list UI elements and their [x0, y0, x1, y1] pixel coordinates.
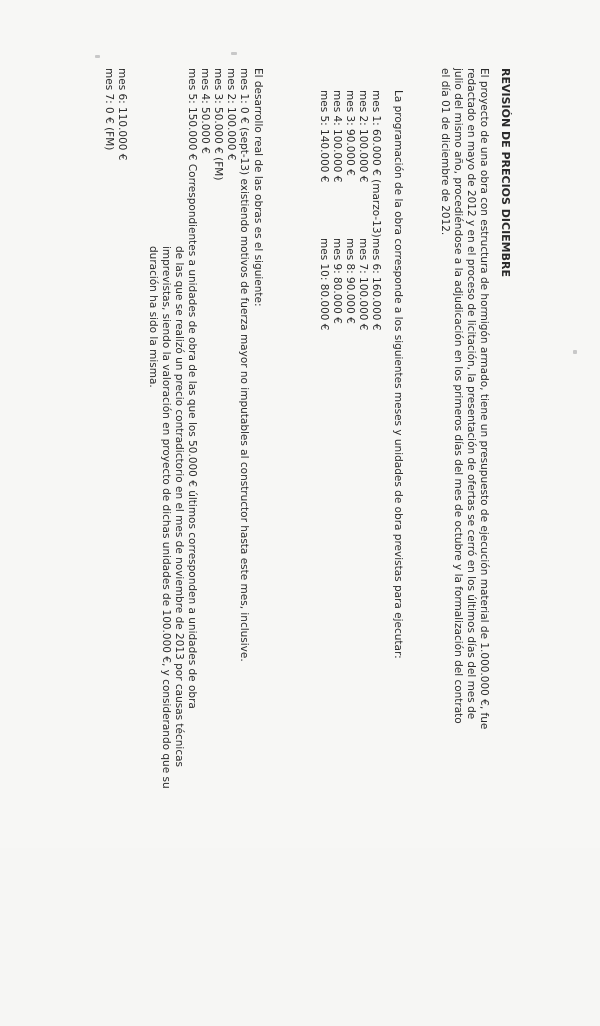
programacion-row: mes 9: 80.000 €	[331, 238, 343, 324]
desarrollo-list	[102, 68, 250, 848]
spacer	[128, 68, 146, 848]
intro-paragraph	[438, 68, 490, 846]
programacion-row: mes 6: 160.000 €	[370, 238, 382, 331]
paragraph-line: El proyecto de una obra con estructura de hormigón armado, tiene un presupuesto de ejecución material de 1.000.000 €, fue	[478, 68, 490, 730]
rotated-content	[32, 68, 512, 848]
programacion-row: mes 7: 100.000 €	[357, 238, 369, 331]
desarrollo-row: mes 7: 0 € (FM)	[103, 68, 115, 151]
desarrollo-row: mes 4: 50.000 €	[199, 68, 211, 154]
programacion-row: mes 2: 100.000 €	[357, 90, 369, 183]
desarrollo-continuation-line: duración ha sido la misma.	[147, 246, 159, 388]
desarrollo-continuation-line: imprevistas, siendo la valoración en proyecto de dichas unidades de 100.000 €, y considerando que su	[160, 246, 172, 789]
scan-speck	[231, 52, 237, 55]
desarrollo-row: mes 1: 0 € (sept-13) existiendo motivos de fuerza mayor no imputables al constructor hasta este mes, inclusive.	[238, 68, 250, 662]
programacion-column-1	[317, 90, 382, 238]
desarrollo-row: mes 2: 100.000 €	[225, 68, 237, 161]
programacion-row: mes 10: 80.000 €	[318, 238, 330, 331]
programacion-row: mes 8: 90.000 €	[344, 238, 356, 324]
scan-speck	[573, 350, 577, 354]
programacion-row: mes 4: 100.000 €	[331, 90, 343, 183]
paragraph-line: julio del mismo año, procediéndose a la adjudicación en los primeros días del mes de octubre y la formalización del contrato	[452, 68, 464, 724]
desarrollo-continuation-line: de las que se realizó un precio contradictorio en el mes de noviembre de 2013 por causas técnicas	[173, 246, 185, 768]
paragraph-line: el día 01 de diciembre de 2012.	[439, 68, 451, 236]
programacion-row: mes 3: 90.000 €	[344, 90, 356, 176]
document-title: REVISIÓN DE PRECIOS DICIEMBRE	[499, 68, 512, 277]
desarrollo-row: mes 5: 150.000 € Correspondientes a unidades de obra de las que los 50.000 € últimos corresponden a unidades de obra	[186, 68, 198, 709]
desarrollo-intro: El desarrollo real de las obras es el siguiente:	[252, 68, 264, 307]
desarrollo-row: mes 6: 110.000 €	[116, 68, 128, 161]
programacion-column-2	[317, 238, 382, 331]
programacion-row: mes 1: 60.000 € (marzo-13)	[370, 90, 382, 238]
paragraph-line: redactado en mayo de 2012 y en el proceso de licitación, la presentación de ofertas se cerró en los últimos días del mes de	[465, 68, 477, 720]
programacion-row: mes 5: 140.000 €	[318, 90, 330, 183]
programacion-intro: La programación de la obra corresponde a los siguientes meses y unidades de obra previstas para ejecutar:	[392, 90, 404, 659]
scan-speck	[95, 55, 100, 58]
desarrollo-row: mes 3: 50.000 € (FM)	[212, 68, 224, 181]
